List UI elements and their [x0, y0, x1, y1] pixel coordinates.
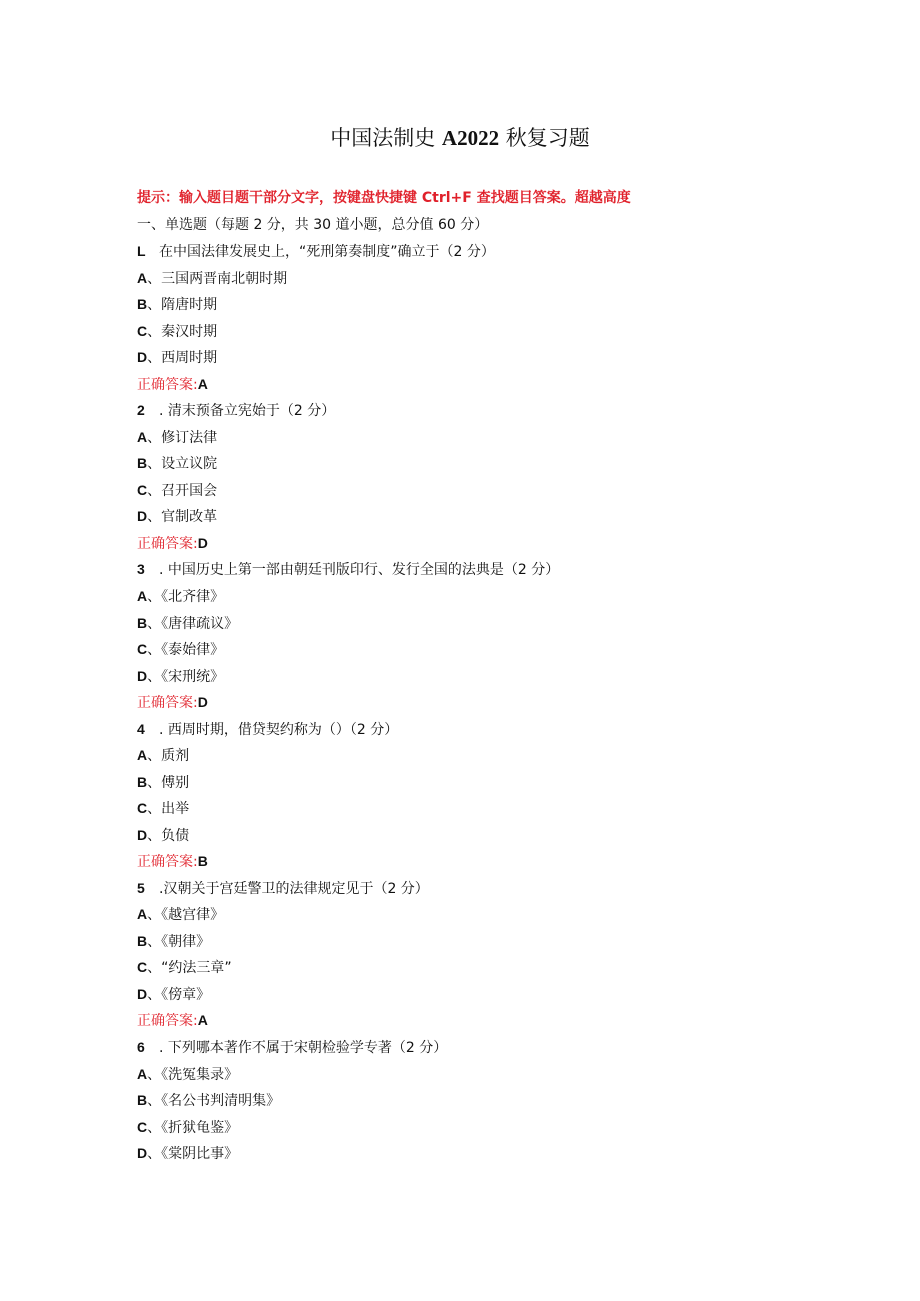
option-letter: D: [137, 985, 148, 1002]
option-text: 、西周时期: [147, 350, 218, 367]
question-4: [137, 716, 837, 743]
option-text: 、《棠阴比事》: [147, 1146, 239, 1163]
answer-value: D: [197, 694, 208, 711]
answer-value: B: [197, 853, 208, 870]
option-text: 、质剂: [147, 748, 190, 765]
option-letter: B: [137, 455, 148, 472]
option-text: 、《北齐律》: [147, 588, 225, 605]
question-1: [137, 238, 837, 265]
option-letter: B: [137, 932, 148, 949]
option-text: 、“约法三章”: [147, 960, 232, 977]
question-text: .汉朝关于宫廷警卫的法律规定见于（2 分）: [159, 880, 429, 897]
option-letter: A: [137, 269, 148, 286]
correct-answer: [137, 848, 837, 875]
question-text: . 中国历史上第一部由朝廷刊版印行、发行全国的法典是（2 分）: [159, 562, 560, 579]
option-letter: C: [137, 800, 148, 817]
option-text: 、《朝律》: [147, 933, 211, 950]
option-text: 、《唐律疏议》: [147, 615, 239, 632]
option-letter: C: [137, 322, 148, 339]
option-a: [137, 424, 837, 451]
option-text: 、《名公书判清明集》: [147, 1093, 281, 1110]
option-c: [137, 636, 837, 663]
answer-value: D: [197, 534, 208, 551]
question-number: 6: [137, 1039, 145, 1055]
question-text: . 西周时期，借贷契约称为（）（2 分）: [159, 721, 399, 738]
option-text: 、《宋刑统》: [147, 668, 225, 685]
option-letter: A: [137, 906, 148, 923]
option-text: 、负债: [147, 827, 190, 844]
option-letter: C: [137, 1118, 148, 1135]
answer-value: A: [197, 375, 208, 392]
option-c: [137, 477, 837, 504]
option-letter: B: [137, 614, 148, 631]
question-number: 5: [137, 879, 145, 896]
option-a: [137, 265, 837, 292]
option-text: 、官制改革: [147, 509, 218, 526]
option-letter: A: [137, 747, 148, 764]
question-number: L: [137, 243, 146, 260]
option-text: 、《越宫律》: [147, 907, 225, 924]
option-letter: D: [137, 349, 148, 366]
option-text: 、秦汉时期: [147, 323, 218, 340]
option-letter: D: [137, 508, 148, 525]
option-b: [137, 1087, 837, 1114]
option-b: [137, 769, 837, 796]
document-title: [0, 122, 920, 152]
correct-answer: [137, 530, 837, 557]
correct-answer: [137, 371, 837, 398]
option-a: [137, 742, 837, 769]
option-text: 、傅别: [147, 774, 190, 791]
question-text: 在中国法律发展史上，“死刑第奏制度”确立于（2 分）: [159, 244, 495, 261]
question-6: [137, 1034, 837, 1061]
option-b: [137, 928, 837, 955]
option-text: 、隋唐时期: [147, 297, 218, 314]
option-text: 、设立议院: [147, 456, 218, 473]
answer-value: A: [197, 1012, 208, 1029]
option-text: 、《洗冤集录》: [147, 1066, 239, 1083]
option-text: 、三国两晋南北朝时期: [147, 270, 288, 287]
option-c: [137, 795, 837, 822]
question-2: [137, 397, 837, 424]
option-letter: B: [137, 1092, 148, 1109]
option-b: [137, 450, 837, 477]
answer-label: 正确答案:: [137, 1013, 198, 1030]
option-d: [137, 663, 837, 690]
hint-text: 提示：输入题目题干部分文字，按键盘快捷键 Ctrl+F 查找题目答案。超越高度: [137, 190, 631, 206]
option-text: 、出举: [147, 801, 190, 818]
option-a: [137, 1061, 837, 1088]
option-letter: A: [137, 1065, 148, 1082]
option-letter: D: [137, 667, 148, 684]
title-code: A2022: [441, 126, 500, 150]
option-c: [137, 318, 837, 345]
option-text: 、《泰始律》: [147, 642, 225, 659]
option-c: [137, 954, 837, 981]
option-letter: A: [137, 587, 148, 604]
question-number: 4: [137, 720, 145, 737]
question-3: [137, 556, 837, 583]
option-d: [137, 1140, 837, 1167]
correct-answer: [137, 689, 837, 716]
option-letter: C: [137, 481, 148, 498]
option-d: [137, 981, 837, 1008]
option-letter: B: [137, 773, 148, 790]
option-letter: D: [137, 1145, 148, 1162]
option-letter: B: [137, 296, 148, 313]
title-text: 中国法制史: [330, 126, 442, 150]
answer-label: 正确答案:: [137, 535, 198, 552]
answer-label: 正确答案:: [137, 376, 198, 393]
answer-label: 正确答案:: [137, 695, 198, 712]
document-body: [137, 185, 837, 1167]
correct-answer: [137, 1007, 837, 1034]
section-heading: 一、单选题（每题 2 分，共 30 道小题，总分值 60 分）: [137, 216, 489, 233]
option-a: [137, 583, 837, 610]
option-d: [137, 503, 837, 530]
option-b: [137, 291, 837, 318]
question-text: . 下列哪本著作不属于宋朝检验学专著（2 分）: [159, 1040, 448, 1056]
question-text: . 清末预备立宪始于（2 分）: [159, 403, 336, 420]
option-a: [137, 901, 837, 928]
option-d: [137, 344, 837, 371]
option-text: 、修订法律: [147, 429, 218, 446]
option-b: [137, 610, 837, 637]
option-letter: C: [137, 641, 148, 658]
question-number: 2: [137, 402, 145, 419]
option-text: 、召开国会: [147, 482, 218, 499]
option-letter: C: [137, 959, 148, 976]
title-text-suffix: 秋复习题: [499, 126, 590, 150]
option-letter: D: [137, 826, 148, 843]
question-5: [137, 875, 837, 902]
option-c: [137, 1114, 837, 1141]
question-number: 3: [137, 561, 145, 578]
option-letter: A: [137, 428, 148, 445]
option-d: [137, 822, 837, 849]
answer-label: 正确答案:: [137, 854, 198, 871]
option-text: 、《傍章》: [147, 986, 211, 1003]
option-text: 、《折狱龟鉴》: [147, 1119, 239, 1136]
